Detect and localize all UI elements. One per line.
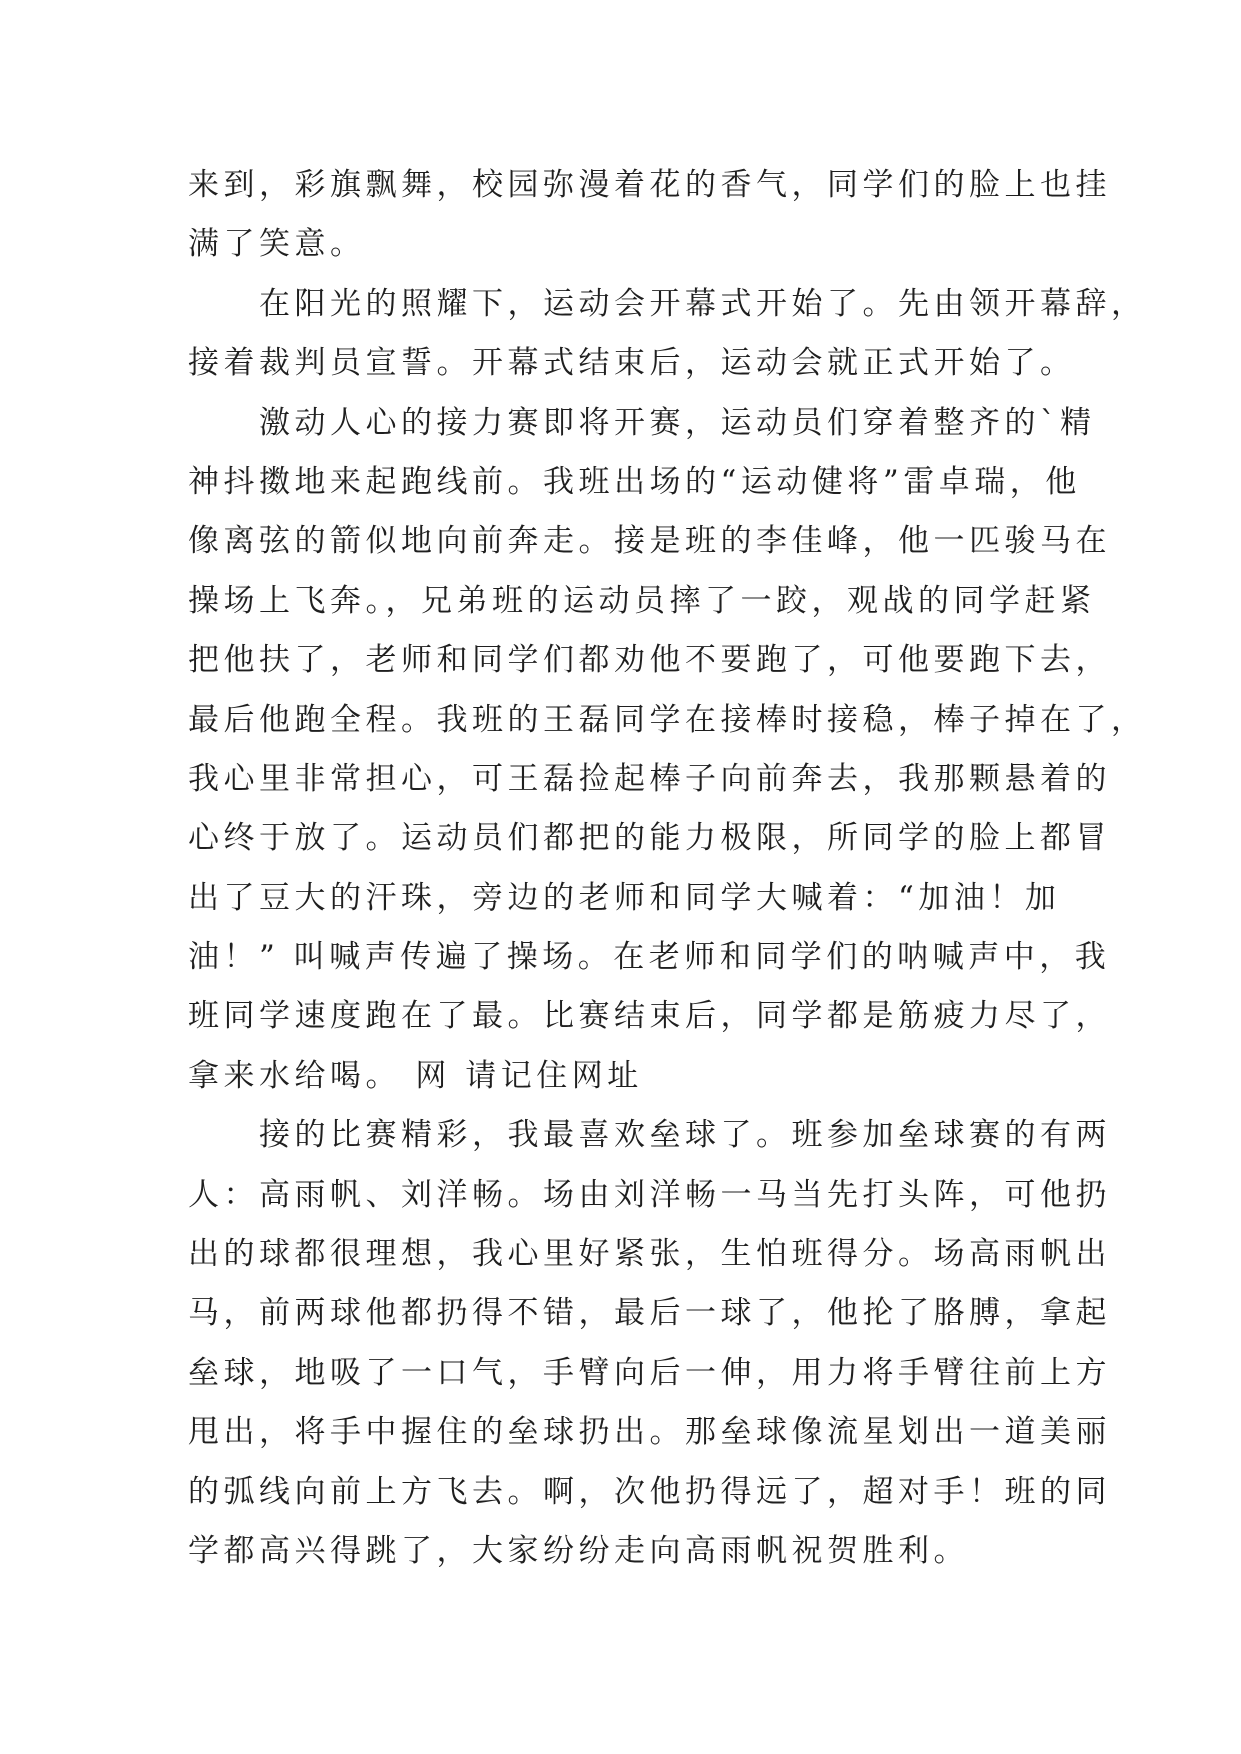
text-line: 来到，彩旗飘舞，校园弥漫着花的香气，同学们的脸上也挂 xyxy=(188,167,1111,203)
text-line: 垒球，地吸了一口气，手臂向后一伸，用力将手臂往前上方 xyxy=(188,1354,1111,1391)
text-line: 的弧线向前上方飞去。啊，次他扔得远了，超对手！班的同 xyxy=(188,1473,1111,1510)
text-line: 人：高雨帆、刘洋畅。场由刘洋畅一马当先打头阵，可他扔 xyxy=(188,1176,1111,1213)
text-line: 拿来水给喝。 网 请记住网址 xyxy=(188,1057,643,1094)
text-line: 我心里非常担心，可王磊捡起棒子向前奔去，我那颗悬着的 xyxy=(188,760,1111,797)
text-line: 出了豆大的汗珠，旁边的老师和同学大喊着：“加油！加 xyxy=(188,879,1061,916)
text-line: 学都高兴得跳了，大家纷纷走向高雨帆祝贺胜利。 xyxy=(188,1532,969,1569)
text-line: 像离弦的箭似地向前奔走。接是班的李佳峰，他一匹骏马在 xyxy=(188,523,1111,560)
paragraph xyxy=(188,1106,1111,1581)
text-line: 接着裁判员宣誓。开幕式结束后，运动会就正式开始了。 xyxy=(188,345,1076,382)
paragraph xyxy=(188,394,1147,1107)
text-line: 出的球都很理想，我心里好紧张，生怕班得分。场高雨帆出 xyxy=(188,1236,1111,1273)
text-line: 满了笑意。 xyxy=(188,226,366,263)
text-line: 班同学速度跑在了最。比赛结束后，同学都是筋疲力尽了， xyxy=(188,998,1111,1035)
text-line: 把他扶了，老师和同学们都劝他不要跑了，可他要跑下去， xyxy=(188,642,1111,679)
text-line: 最后他跑全程。我班的王磊同学在接棒时接稳，棒子掉在了， xyxy=(188,701,1147,738)
paragraph xyxy=(188,156,1111,275)
text-line: 在阳光的照耀下，运动会开幕式开始了。先由领开幕辞， xyxy=(188,285,1147,322)
text-line: 甩出，将手中握住的垒球扔出。那垒球像流星划出一道美丽 xyxy=(188,1414,1111,1451)
text-line: 接的比赛精彩，我最喜欢垒球了。班参加垒球赛的有两 xyxy=(188,1117,1111,1154)
paragraph xyxy=(188,275,1147,394)
text-line: 马，前两球他都扔得不错，最后一球了，他抡了胳膊，拿起 xyxy=(188,1295,1111,1332)
page-body xyxy=(188,156,1147,1581)
text-line: 神抖擞地来起跑线前。我班出场的“运动健将”雷卓瑞，他 xyxy=(188,463,1081,500)
text-line: 油！” 叫喊声传遍了操场。在老师和同学们的呐喊声中，我 xyxy=(188,939,1111,976)
text-line: 操场上飞奔。，兄弟班的运动员摔了一跤，观战的同学赶紧 xyxy=(188,582,1096,619)
text-line: 心终于放了。运动员们都把的能力极限，所同学的脸上都冒 xyxy=(188,820,1111,857)
text-line: 激动人心的接力赛即将开赛，运动员们穿着整齐的`精 xyxy=(188,404,1096,441)
